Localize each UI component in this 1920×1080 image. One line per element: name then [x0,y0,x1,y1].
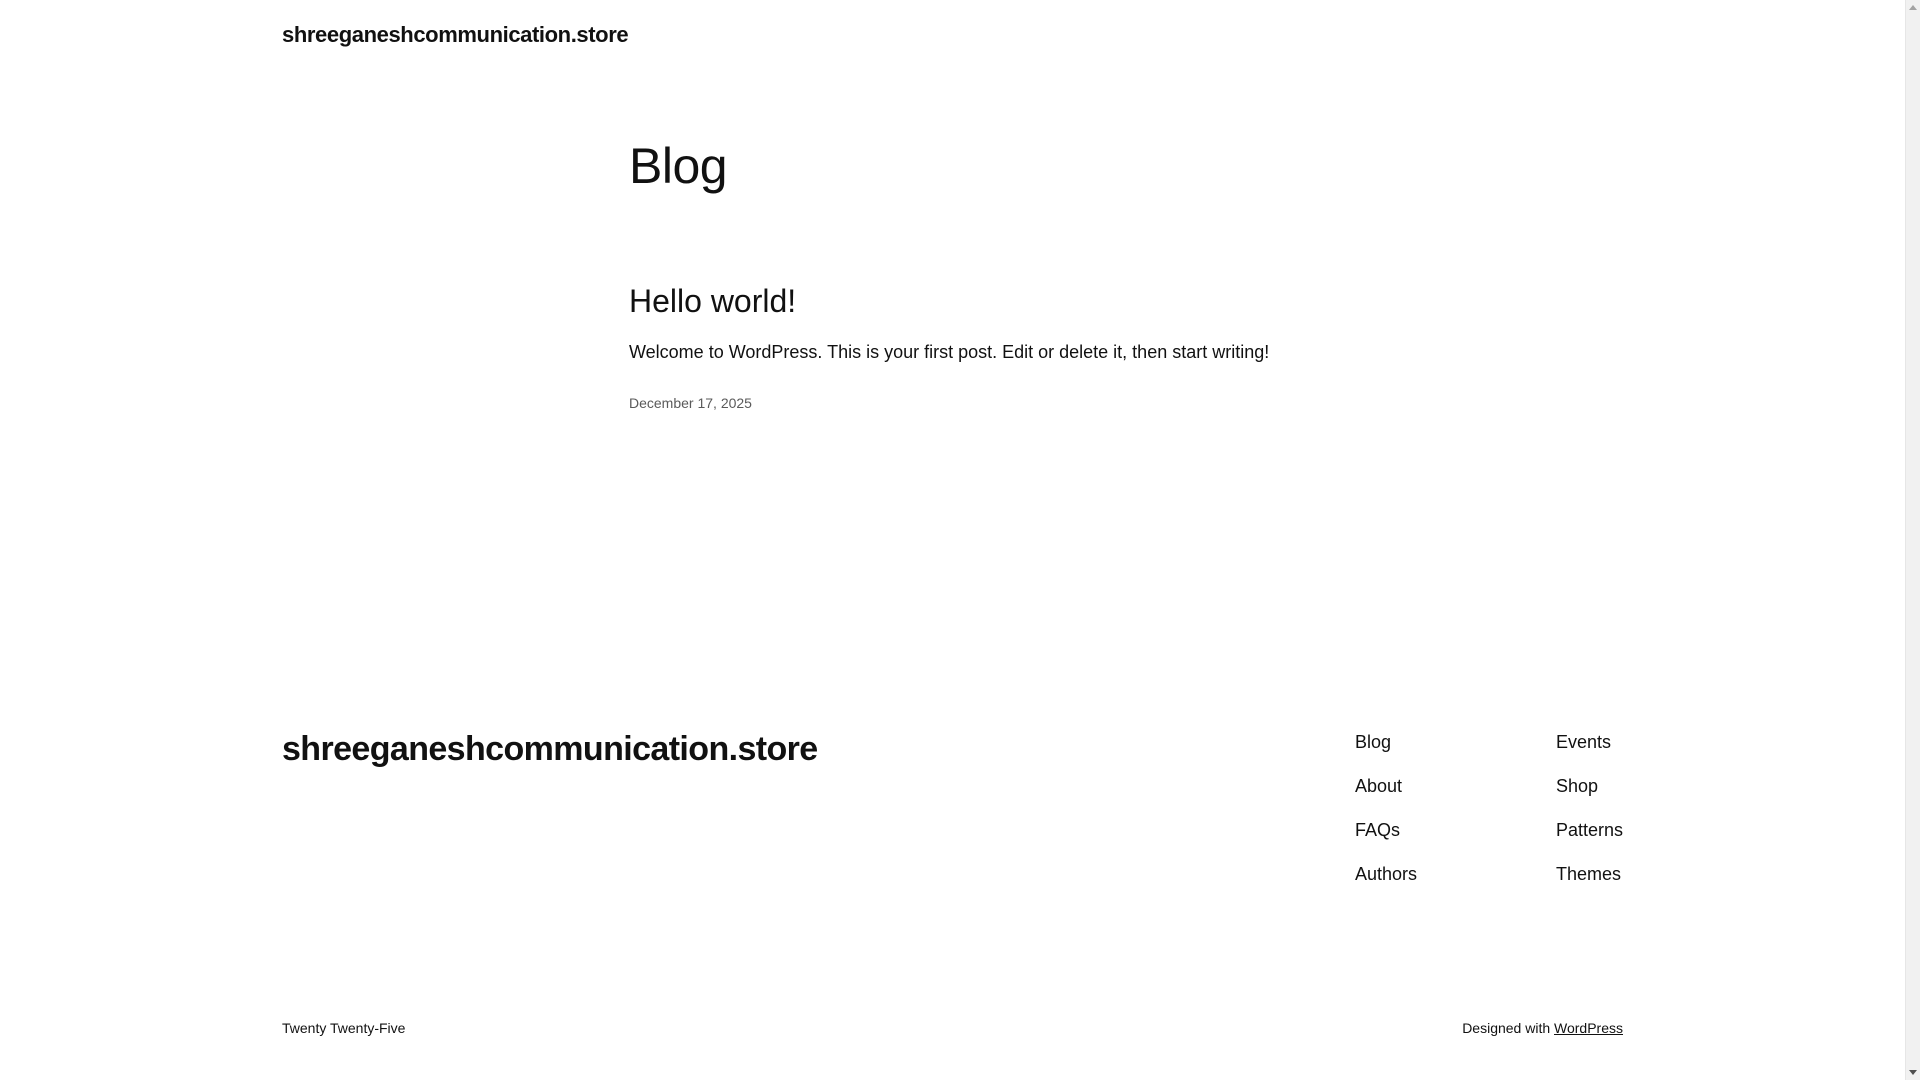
post-title-link[interactable]: Hello world! [629,283,797,319]
scroll-down-arrow-icon[interactable] [1909,1070,1917,1075]
footer-nav-about[interactable]: About [1355,776,1403,796]
vertical-scrollbar[interactable] [1905,0,1920,1080]
page-title: Blog [629,138,728,194]
footer-site-title-link[interactable]: shreeganeshcommunication.store [282,730,818,768]
scroll-up-arrow-icon[interactable] [1909,5,1917,10]
footer-nav-column-1 [1355,730,1417,906]
site-title-link[interactable]: shreeganeshcommunication.store [282,22,629,47]
footer-nav-blog[interactable]: Blog [1355,732,1392,752]
footer-nav-faqs[interactable]: FAQs [1355,820,1401,840]
wordpress-link[interactable]: WordPress [1554,1020,1623,1036]
footer-nav-shop[interactable]: Shop [1556,776,1599,796]
footer-nav-patterns[interactable]: Patterns [1556,820,1624,840]
footer-nav-authors[interactable]: Authors [1355,864,1418,884]
designed-with-label: Designed with [1462,1020,1551,1036]
designed-with-credit [1462,1018,1623,1038]
theme-credit-link[interactable]: Twenty Twenty-Five [282,1020,406,1036]
post-date: December 17, 2025 [629,395,752,411]
footer-nav-events[interactable]: Events [1556,732,1612,752]
footer-nav-column-2 [1556,730,1623,906]
footer-nav-themes[interactable]: Themes [1556,864,1622,884]
post-excerpt: Welcome to WordPress. This is your first post. Edit or delete it, then start writing! [629,342,1270,362]
